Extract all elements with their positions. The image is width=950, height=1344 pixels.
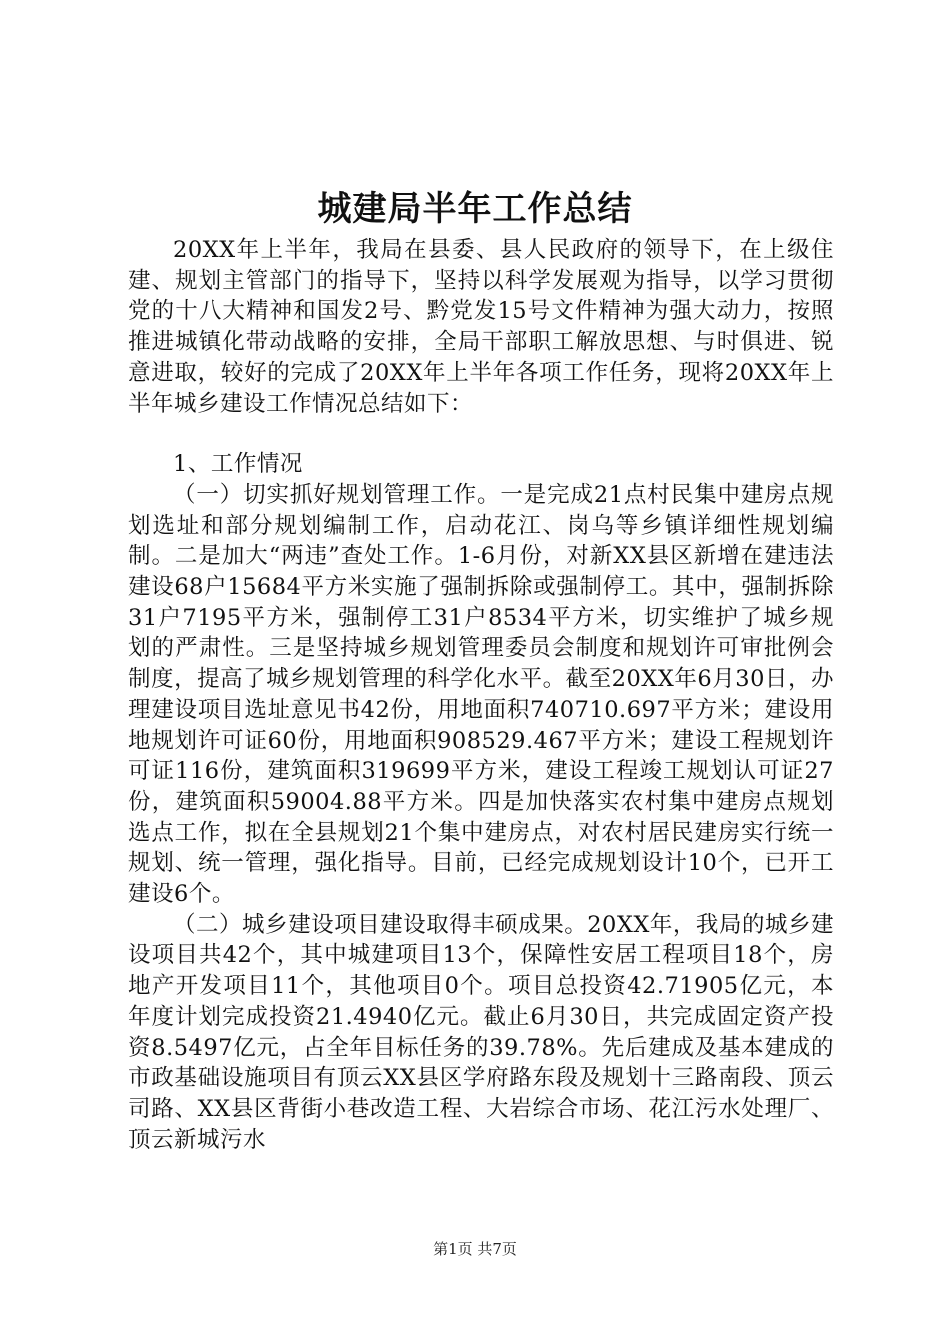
paragraph-projects: （二）城乡建设项目建设取得丰硕成果。20XX年，我局的城乡建设项目共42个，其中城建项目13个，保障性安居工程项目18个，房地产开发项目11个，其他项目0个。项目总投资42.71905亿元，本年度计划完成投资21.4940亿元。截止6月30日，共完成固定资产投资8.5497亿元，占全年目标任务的39.78%。先后建成及基本建成的市政基础设施项目有顶云XX县区学府路东段及规划十三路南段、顶云司路、XX县区背街小巷改造工程、大岩综合市场、花江污水处理厂、顶云新城污水 xyxy=(128,911,834,1153)
paragraph-planning: （一）切实抓好规划管理工作。一是完成21点村民集中建房点规划选址和部分规划编制工作，启动花江、岗乌等乡镇详细性规划编制。二是加大“两违”查处工作。1-6月份，对新XX县区新增在建违法建设68户15684平方米实施了强制拆除或强制停工。其中，强制拆除31户7195平方米，强制停工31户8534平方米，切实维护了城乡规划的严肃性。三是坚持城乡规划管理委员会制度和规划许可审批例会制度，提高了城乡规划管理的科学化水平。截至20XX年6月30日，办理建设项目选址意见书42份，用地面积740710.697平方米；建设用地规划许可证60份，用地面积908529.467平方米；建设工程规划许可证116份，建筑面积319699平方米，建设工程竣工规划认可证27份，建筑面积59004.88平方米。四是加快落实农村集中建房点规划选点工作，拟在全县规划21个集中建房点，对农村居民建房实行统一规划、统一管理，强化指导。目前，已经完成规划设计10个，已开工建设6个。 xyxy=(128,481,834,908)
paragraph-gap xyxy=(128,419,834,449)
intro-paragraph: 20XX年上半年，我局在县委、县人民政府的领导下，在上级住建、规划主管部门的指导下，坚持以科学发展观为指导，以学习贯彻党的十八大精神和国发2号、黔党发15号文件精神为强大动力，按照推进城镇化带动战略的安排，全局干部职工解放思想、与时俱进、锐意进取，较好的完成了20XX年上半年各项工作任务，现将20XX年上半年城乡建设工作情况总结如下： xyxy=(128,237,834,417)
document-body xyxy=(128,235,834,1155)
document-title: 城建局半年工作总结 xyxy=(317,189,633,229)
section-heading: 1、工作情况 xyxy=(173,451,303,478)
page-footer: 第1页 共7页 xyxy=(433,1240,517,1258)
